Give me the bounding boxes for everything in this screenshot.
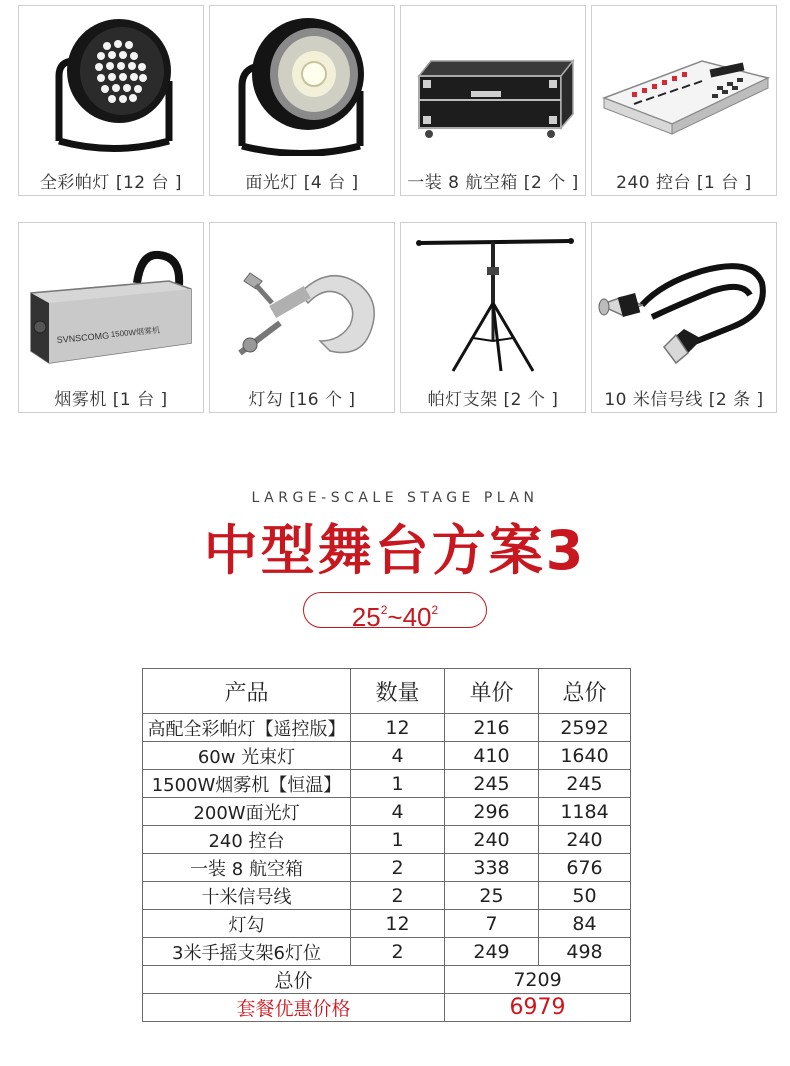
cob-par-light-icon (210, 6, 394, 156)
table-row: 灯勾 12 7 84 (143, 910, 631, 938)
par-light-rgb-icon (19, 6, 203, 156)
table-row: 高配全彩帕灯【遥控版】 12 216 2592 (143, 714, 631, 742)
product-card-fog (18, 222, 204, 413)
svg-text:1500W烟雾机: 1500W烟雾机 (110, 325, 161, 339)
table-row: 200W面光灯 4 296 1184 (143, 798, 631, 826)
area-badge: $25^2\sim 40^2$ (303, 592, 487, 628)
light-clamp-icon (210, 223, 394, 373)
column-header-qty: 数量 (351, 669, 445, 714)
xlr-cable-icon (592, 223, 776, 373)
product-caption: 灯勾 [16 个 ] (248, 390, 356, 410)
table-header-row (143, 669, 631, 714)
product-caption: 10 米信号线 [2 条 ] (604, 390, 764, 410)
total-row (143, 966, 631, 994)
dmx-console-icon (592, 6, 776, 156)
tripod-stand-icon (401, 223, 585, 373)
product-card-cob (209, 5, 395, 196)
flight-case-icon (401, 6, 585, 156)
deal-value: 6979 (445, 994, 631, 1022)
product-card-console (591, 5, 777, 196)
total-value: 7209 (445, 966, 631, 994)
product-caption: 面光灯 [4 台 ] (245, 173, 359, 193)
plan-subtitle: LARGE-SCALE STAGE PLAN (251, 490, 539, 506)
table-row: 十米信号线 2 25 50 (143, 882, 631, 910)
deal-row (143, 994, 631, 1022)
product-card-stand (400, 222, 586, 413)
product-card-case (400, 5, 586, 196)
table-row: 一装 8 航空箱 2 338 676 (143, 854, 631, 882)
product-caption: 帕灯支架 [2 个 ] (427, 390, 559, 410)
plan-title: 中型舞台方案3 (203, 519, 587, 582)
product-caption: 240 控台 [1 台 ] (616, 173, 752, 193)
price-table (142, 668, 631, 1022)
deal-label: 套餐优惠价格 (143, 994, 445, 1022)
product-card-clamp (209, 222, 395, 413)
product-card-cable (591, 222, 777, 413)
product-caption: 全彩帕灯 [12 台 ] (39, 173, 183, 193)
table-row: 1500W烟雾机【恒温】 1 245 245 (143, 770, 631, 798)
column-header-total: 总价 (539, 669, 631, 714)
column-header-product: 产品 (143, 669, 351, 714)
column-header-unit-price: 单价 (445, 669, 539, 714)
product-caption: 一装 8 航空箱 [2 个 ] (407, 173, 579, 193)
product-caption: 烟雾机 [1 台 ] (54, 390, 168, 410)
table-row: 3米手摇支架6灯位 2 249 498 (143, 938, 631, 966)
table-row: 60w 光束灯 4 410 1640 (143, 742, 631, 770)
svg-text:SVNSCOMG: SVNSCOMG (56, 330, 110, 345)
fog-machine-icon (19, 223, 203, 373)
total-label: 总价 (143, 966, 445, 994)
product-card-par-rgb (18, 5, 204, 196)
table-row: 240 控台 1 240 240 (143, 826, 631, 854)
